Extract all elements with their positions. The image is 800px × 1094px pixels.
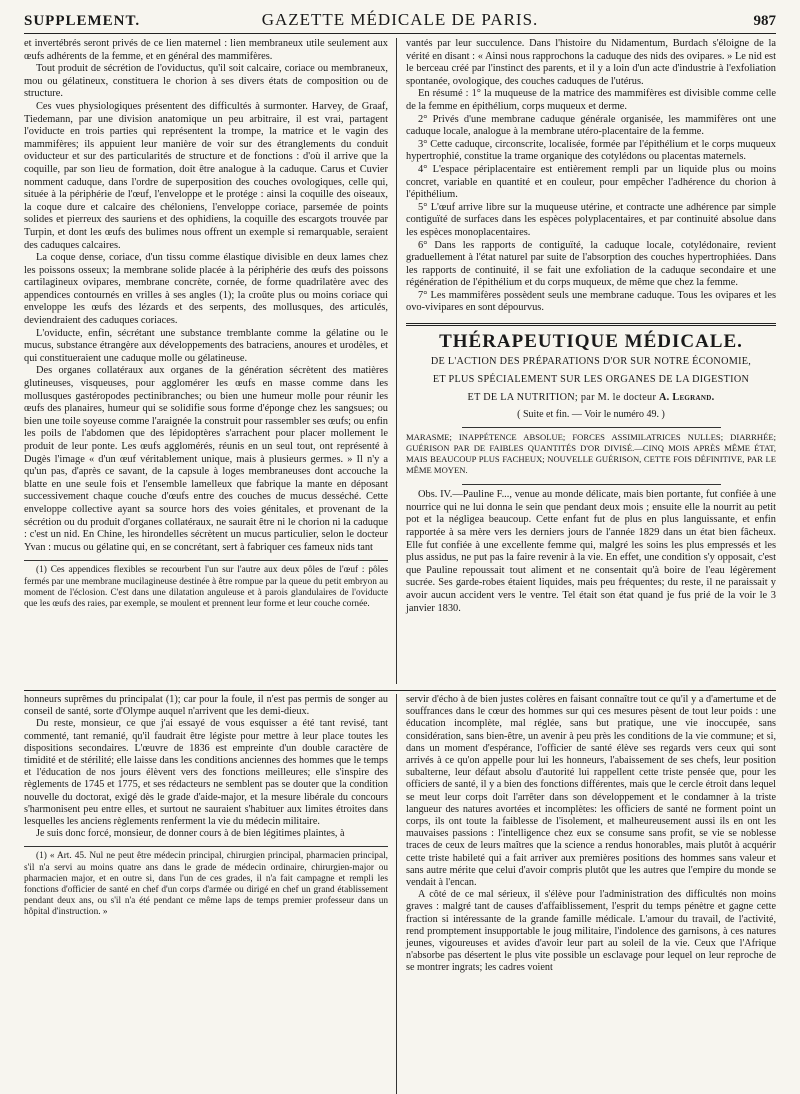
horizontal-divider bbox=[24, 690, 776, 691]
top-left-column bbox=[24, 38, 397, 684]
paragraph: L'oviducte, enfin, sécrétant une substance tremblante comme la gélatine ou le mucus, substance étrangère aux développements des batraciens, anoures et urodèles, et qui constitueraient une caduque molle ou gélatineuse. bbox=[24, 327, 388, 364]
paragraph: Des organes collatéraux aux organes de la génération sécrètent des matières glutineuses, visqueuses, pour agglomérer les œufs en masse comme dans les mollusques gastéropodes pectinibranches; ou bien une humeur molle pour réunir les œufs des planaires, humeur qui se solidifie sous forme d'éponge chez les sangsues; ou bien une toile soyeuse comme l'araignée la construit pour rassembler ses œufs; ou enfin les poils de l'abdomen que des lépidoptères s'arrachent pour placer mollement le produit de leur ponte. Les œufs agglomérés, réunis en un seul tout, ont représenté à Dugès l'image « d'un œuf véritablement unique, mais à plusieurs germes. » Il n'y a qu'un pas, d'après ce savant, de la capsule à loges membraneuses dont accouche la blatte en une seule fois et l'ensemble lamelleux que fabrique la mante en déposant successivement chaque couche d'œufs entre des couches de mucus desséché. Cette enveloppe collective ayant sa source hors des voies génitales, et provenant de la sécrétion ou du produit d'organes collatéraux, ne saurait être ni le chorion ni la caduque : c'est un nid. En Chine, les hirondelles sécrètent un mucus particulier, selon le docteur Yvan : mucus ou gélatine qui, en se concrétant, sert à fabriquer ces fameux nids tant bbox=[24, 365, 388, 553]
paragraph: 6° Dans les rapports de contiguïté, la caduque locale, cotylédonaire, revient graduellement à l'état naturel par suite de l'absorption des couches hypertrophiées. Dans les rapports de continuité, il se fait une exfoliation de la caduque secondaire et une régénération de l'épithélium et du corps muqueux, de même que chez la femme. bbox=[406, 239, 776, 289]
paragraph: Ces vues physiologiques présentent des difficultés à surmonter. Harvey, de Graaf, Tiedemann, par une division anatomique un peu arbitraire, il est vrai, partagent l'oviducte en trois parties qui représentent la trompe, la matrice et le vagin des mammifères; ils appuient leur manière de voir sur des étranglements du conduit oviducteur et sur des particularités de structure et de fonctions : d'où il arrive que la coquille, par son lieu de formation, doit être analogue à la caduque. Carus et Cuvier nomment caduque, dans l'ordre de superposition des couches ovologiques, celle qui, située à la périphérie de l'œuf, l'enveloppe et le protége : ainsi la coquille des oiseaux, la coque dure et calcaire des chéloniens, l'enveloppe coriace, parsemée de points solides et pierreux des sauriens et des ophidiens, la coquille des escargots trouvée par Turpin, et dont les œufs des bulimes nous offrent un exemple si remarquable, seraient des caduques calcaires. bbox=[24, 100, 388, 251]
continuation-note: ( Suite et fin. — Voir le numéro 49. ) bbox=[517, 408, 665, 420]
paragraph: La coque dense, coriace, d'un tissu comme élastique divisible en deux lames chez les poissons osseux; la membrane solide placée à la périphérie des œufs des poissons cartilagineux ovipares, membrane concrète, cornée, de forme quadrilatère avec des appendices contournés en vrilles à ses angles (1); la croûte plus ou moins coriace qui enveloppe les œufs des lézards et des serpents, des mollusques, des articulés, deviendraient des caduques coriaces. bbox=[24, 252, 388, 327]
paragraph: A côté de ce mal sérieux, il s'élève pour l'administration des difficultés non moins graves : malgré tant de causes d'affaiblissement, l'esprit du temps pénètre et gagne cette fraction si intéressante de la grande famille médicale. L'amour du travail, de l'activité, rend promptement insupportable le joug militaire, l'indolence des garnisons, à ces natures jeunes, vigoureuses et avides d'avoir leur part au soleil de la vie. Ceux que l'Afrique n'absorbe pas désertent le plus vite possible un esclavage pour lequel on leur reproche de se montrer ingrats; les cadres voient bbox=[406, 889, 776, 974]
header-journal-title: GAZETTE MÉDICALE DE PARIS. bbox=[261, 10, 539, 29]
paragraph: honneurs suprêmes du principalat (1); car pour la foule, il n'est pas permis de songer au conseil de santé, sorte d'Olympe auquel n'arrivent que les demi-dieux. bbox=[24, 694, 388, 718]
paragraph: vantés par leur succulence. Dans l'histoire du Nidamentum, Burdach s'éloigne de la vérité en disant : « Ainsi nous rapprochons la caduque des nids des ovipares. » Le nid est le berceau créé par l'instinct des parents, et il y a loin d'un acte d'industrie à l'exfoliation spontanée, ovologique, des couches caduques de l'utérus. bbox=[406, 38, 776, 87]
article-author: A. Legrand. bbox=[659, 391, 715, 403]
paragraph: 4° L'espace périplacentaire est entièrement rempli par un liquide plus ou moins concret, variable en quantité et en couleur, pour empêcher l'adhérence du chorion à l'épithélium. bbox=[406, 163, 776, 201]
article-title-line-3 bbox=[406, 391, 776, 405]
page-header bbox=[24, 10, 776, 34]
top-section bbox=[24, 38, 776, 684]
paragraph: Du reste, monsieur, ce que j'ai essayé de vous esquisser a été tant revisé, tant commenté, tant remanié, qu'il faudrait être légiste pour mettre à leur place toutes les dispositions secondaires. L'œuvre de 1836 est empreinte d'un double caractère de timidité et de stérilité; elle laisse dans les conditions anciennes des hommes que le temps et l'éducation de nos jours élèvent vers des fonctions meilleures; elle s'inspire des règlements de 1745 et 1775, et ses rédacteurs ne semblent pas se douter que la condition nouvelle du doctorat, exigé dès le grade d'aide-major, et la mesure libérale du concours s'harmonisent peu entre elles, et surtout ne sauraient s'habituer aux limites étroites dans lesquelles les anciens règlements renferment la vie du médecin militaire. bbox=[24, 718, 388, 828]
paragraph: 2° Privés d'une membrane caduque générale organisée, les mammifères ont une caduque locale, analogue à la membrane utéro-placentaire de la femme. bbox=[406, 113, 776, 138]
footnote-separator bbox=[24, 560, 388, 561]
page-number: 987 bbox=[753, 13, 776, 29]
paragraph: et invertébrés seront privés de ce lien maternel : lien membraneux utile seulement aux œufs adhérents de la femme, et en général des mammifères. bbox=[24, 38, 388, 62]
divider bbox=[462, 484, 721, 485]
bottom-left-column bbox=[24, 694, 397, 1094]
article-title-line-1: DE L'ACTION DES PRÉPARATIONS D'OR SUR NOTRE ÉCONOMIE, bbox=[430, 355, 752, 367]
section-title: THÉRAPEUTIQUE MÉDICALE. bbox=[439, 331, 743, 353]
observation-paragraph: Obs. IV.—Pauline F..., venue au monde délicate, mais bien portante, fut confiée à une nourrice qui ne lui donna le sein que pendant deux mois ; ensuite elle la nourrit au petit pot et la négligea beaucoup. Cette enfant fut de plus en plus languissante, et enfin rapportée à sa mère vers les derniers jours de l'année 1829 dans un état bien fâcheux. Elle fut confiée à une excellente femme qui, malgré les soins les plus empressés et les plus assidus, ne put pas la faire revenir à la vie. En effet, une condition s'y opposait, c'est que Pauline repoussait tout aliment et ne consentait qu'à boire de l'eau légèrement sucrée. Ses garde-robes étaient liquides, mais peu fréquentes; du reste, il ne paraissait y avoir aucun accident vers le ventre. Tel était son état quand je fus prié de la voir le 3 janvier 1830. bbox=[406, 489, 776, 614]
footnote: (1) « Art. 45. Nul ne peut être médecin principal, chirurgien principal, pharmacien principal, s'il n'a servi au moins quatre ans dans le grade de médecin ordinaire, chirurgien-major ou pharmacien major, et en outre si, dans l'un de ces grades, il n'a fait campagne et rempli les fonctions d'officier de santé en chef d'un corps d'armée ou dirigé en chef un grand établissement pendant deux ans, ou s'il n'a été pendant ce même laps de temps premier professeur dans un hôpital d'instruction. » bbox=[24, 851, 388, 918]
paragraph: 3° Cette caduque, circonscrite, localisée, formée par l'épithélium et le corps muqueux hypertrophié, constitue la trame organique des cotylédons ou placentas maternels. bbox=[406, 138, 776, 163]
section-divider bbox=[406, 323, 776, 326]
paragraph: 5° L'œuf arrive libre sur la muqueuse utérine, et contracte une adhérence par simple contiguïté de surfaces dans les espèces polyplacentaires, et par continuité absolue dans les espèces monoplacentaires. bbox=[406, 201, 776, 238]
header-supplement: SUPPLEMENT. bbox=[24, 13, 141, 29]
bottom-section bbox=[24, 694, 776, 1094]
paragraph: En résumé : 1° la muqueuse de la matrice des mammifères est divisible comme celle de la femme en épithélium, corps muqueux et derme. bbox=[406, 88, 776, 112]
paragraph: Tout produit de sécrétion de l'oviductus, qu'il soit calcaire, coriace ou membraneux, mou ou gélatineux, constituera le chorion à ses divers états de composition ou de structure. bbox=[24, 63, 388, 100]
footnote: (1) Ces appendices flexibles se recourbent l'un sur l'autre aux deux pôles de l'œuf : pôles fermés par une membrane mucilagineuse destinée à être rompue par la queue du petit embryon au moment de l'éclosion. C'est dans une dilatation anguleuse et à parois glandulaires de l'oviducte que les œufs des raies, par exemple, se moulent et prennent leur forme et leur couche cornée. bbox=[24, 565, 388, 609]
top-right-column bbox=[397, 38, 776, 684]
paragraph: servir d'écho à de bien justes colères en faisant connaître tout ce qu'il y a d'amertume et de souffrances dans le cœur des hommes sur qui ces mesures pèsent de tout leur poids : une éducation incomplète, mal réglée, sans but pratique, une vie inoccupée, sans considération, sans bien-être, un avenir à peu près les conditions de la vie commune; et si, dans un moment d'espérance, l'officier de santé élève ses regards vers ceux qui sont arrivés à ce qu'on appelle pour lui les honneurs, l'abaissement de ses chefs, leur position subalterne, leur défaut absolu d'autorité lui rappellent cette triste pensée que, pour les officiers de santé, il y a bien des fonctions différentes, mais que le cercle étroit dans lequel se meut leur corps doit l'arrêter dans son développement et le condamner à la triste langueur des natures avortées et incomplètes: les officiers de santé ne forment point un corps, ils ont toute la faiblesse de l'isolement, et malheureusement aussi ils en ont les mauvaises passions : l'intelligence chez eux se consume sans profit, se vie se noblesse traces de ceux de leurs maîtres que la science a rendus honorables, mais plutôt à acquérir cette triste habileté qui a fait arriver aux premières positions des hommes sans valeur et sans autre mérite que celui d'avoir compris plutôt que les autres que l'empire du monde se vendait à l'encan. bbox=[406, 694, 776, 889]
case-summary: MARASME; INAPPÉTENCE ABSOLUE; FORCES ASSIMILATRICES NULLES; DIARRHÉE; GUÉRISON PAR DE FAIBLES QUANTITÉS D'OR DIVISÉ.—CINQ MOIS APRÈS MÊME ÉTAT, MAIS BEAUCOUP PLUS FACHEUX; NOUVELLE GUÉRISON, CETTE FOIS DÉFINITIVE, PAR LE MÊME MOYEN. bbox=[406, 432, 776, 476]
article-title-line-2: ET PLUS SPÉCIALEMENT SUR LES ORGANES DE LA DIGESTION bbox=[432, 373, 750, 385]
footnote-separator bbox=[24, 846, 388, 847]
bottom-right-column bbox=[397, 694, 776, 1094]
paragraph: Je suis donc forcé, monsieur, de donner cours à de bien légitimes plaintes, à bbox=[36, 828, 345, 840]
article-title-text: ET DE LA NUTRITION; par M. le docteur bbox=[467, 391, 657, 403]
divider bbox=[462, 427, 721, 428]
paragraph: 7° Les mammifères possèdent seuls une membrane caduque. Tous les ovipares et les ovo-vivipares en sont dépourvus. bbox=[406, 289, 776, 314]
